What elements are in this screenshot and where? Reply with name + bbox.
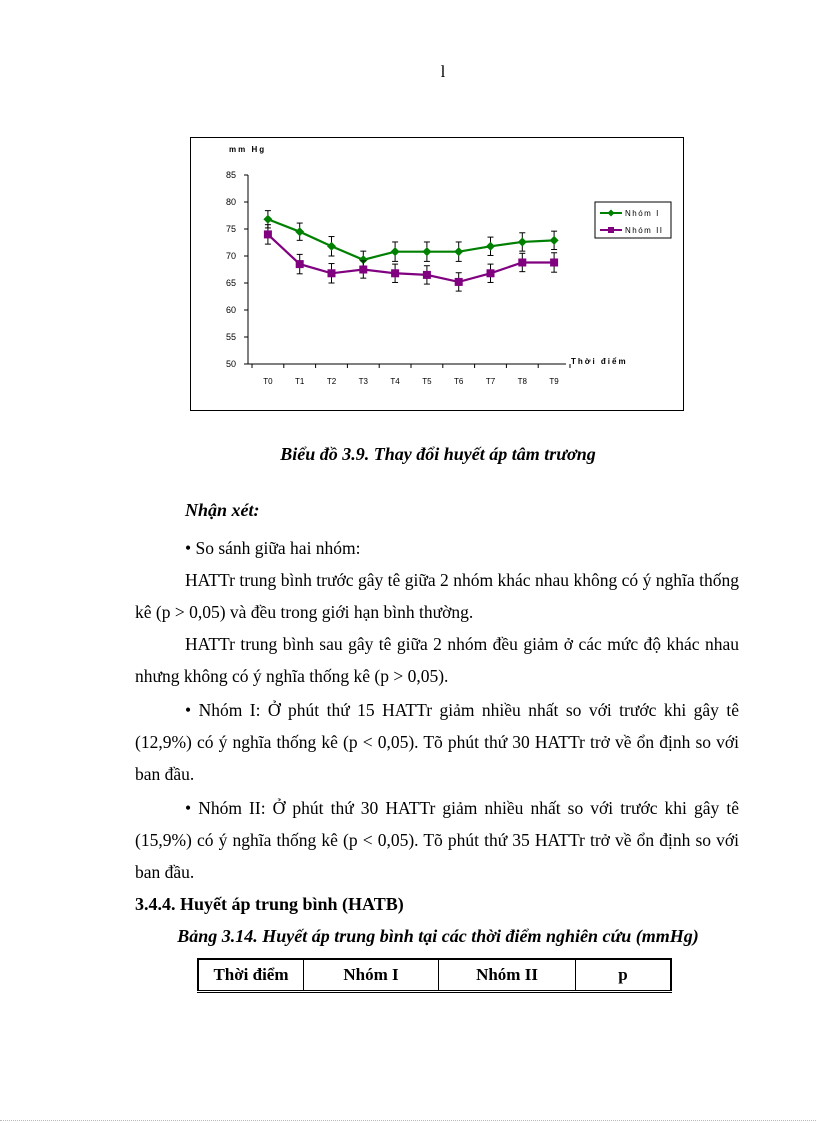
y-tick-label: 80	[225, 197, 236, 207]
x-tick-label: T9	[549, 377, 559, 386]
page-number: l	[440, 62, 446, 81]
data-point	[455, 278, 463, 286]
legend-label: Nhóm II	[625, 226, 664, 235]
x-tick-label: T2	[326, 377, 337, 386]
x-tick-label: T6	[454, 377, 464, 386]
bullet-compare: • So sánh giữa hai nhóm:	[185, 538, 361, 558]
data-point	[295, 227, 304, 236]
legend-marker	[608, 227, 614, 233]
x-tick-label: T7	[485, 377, 496, 386]
y-tick-label: 50	[225, 359, 236, 369]
y-tick-label: 60	[225, 305, 236, 315]
col-group-1: Nhóm I	[304, 959, 439, 992]
x-axis-title: Thời điểm	[571, 357, 628, 366]
section-heading: 3.4.4. Huyết áp trung bình (HATB)	[135, 894, 404, 914]
data-point	[264, 230, 272, 238]
remarks-heading: Nhận xét:	[185, 500, 260, 520]
y-tick-label: 85	[225, 170, 236, 180]
data-point	[550, 236, 559, 245]
x-tick-label: T1	[295, 377, 305, 386]
x-tick-label: T5	[422, 377, 432, 386]
paragraph-pre-anesthesia: HATTr trung bình trước gây tê giữa 2 nhóm khác nhau không có ý nghĩa thống kê (p > 0,05) và đều trong giới hạn bình thường.	[135, 570, 739, 622]
data-point	[422, 247, 431, 256]
data-point	[327, 242, 336, 251]
table-header-row	[198, 959, 671, 992]
data-point	[263, 215, 272, 224]
col-p: p	[576, 959, 672, 992]
x-tick-label: T8	[517, 377, 527, 386]
chart-frame	[190, 137, 684, 411]
paragraph-post-anesthesia: HATTr trung bình sau gây tê giữa 2 nhóm đều giảm ở các mức độ khác nhau nhưng không có ý nghĩa thống kê (p > 0,05).	[135, 634, 739, 686]
col-time: Thời điểm	[198, 959, 304, 992]
col-group-2: Nhóm II	[439, 959, 576, 992]
data-point	[296, 260, 304, 268]
y-tick-label: 65	[225, 278, 236, 288]
map-table	[197, 958, 672, 993]
series-line-2	[268, 234, 554, 282]
data-point	[487, 269, 495, 277]
data-point	[518, 237, 527, 246]
paragraph-group-1: • Nhóm I: Ở phút thứ 15 HATTr giảm nhiều nhất so với trước khi gây tê (12,9%) có ý nghĩa thống kê (p < 0,05). Tõ phút thứ 30 HATTr trở về ổn định so với ban đầu.	[135, 700, 739, 784]
data-point	[391, 247, 400, 256]
x-tick-label: T3	[358, 377, 368, 386]
y-tick-label: 55	[225, 332, 236, 342]
dbp-line-chart	[191, 138, 685, 412]
x-tick-label: T0	[263, 377, 273, 386]
data-point	[328, 269, 336, 277]
data-point	[423, 271, 431, 279]
page-bottom-rule	[0, 1120, 816, 1121]
legend-label: Nhóm I	[625, 209, 660, 218]
x-tick-label: T4	[390, 377, 400, 386]
series-line-1	[268, 219, 554, 260]
y-tick-label: 75	[225, 224, 236, 234]
data-point	[486, 242, 495, 251]
paragraph-group-2: • Nhóm II: Ở phút thứ 30 HATTr giảm nhiều nhất so với trước khi gây tê (15,9%) có ý nghĩa thống kê (p < 0,05). Tõ phút thứ 35 HATTr trở về ổn định so với ban đầu.	[135, 798, 739, 882]
data-point	[518, 258, 526, 266]
data-point	[454, 247, 463, 256]
data-point	[359, 266, 367, 274]
y-axis-title: mm Hg	[229, 145, 267, 154]
data-point	[550, 258, 558, 266]
data-point	[391, 269, 399, 277]
table-caption: Bảng 3.14. Huyết áp trung bình tại các thời điểm nghiên cứu (mmHg)	[177, 926, 699, 946]
y-tick-label: 70	[225, 251, 236, 261]
figure-caption: Biểu đồ 3.9. Thay đổi huyết áp tâm trương	[280, 444, 596, 464]
